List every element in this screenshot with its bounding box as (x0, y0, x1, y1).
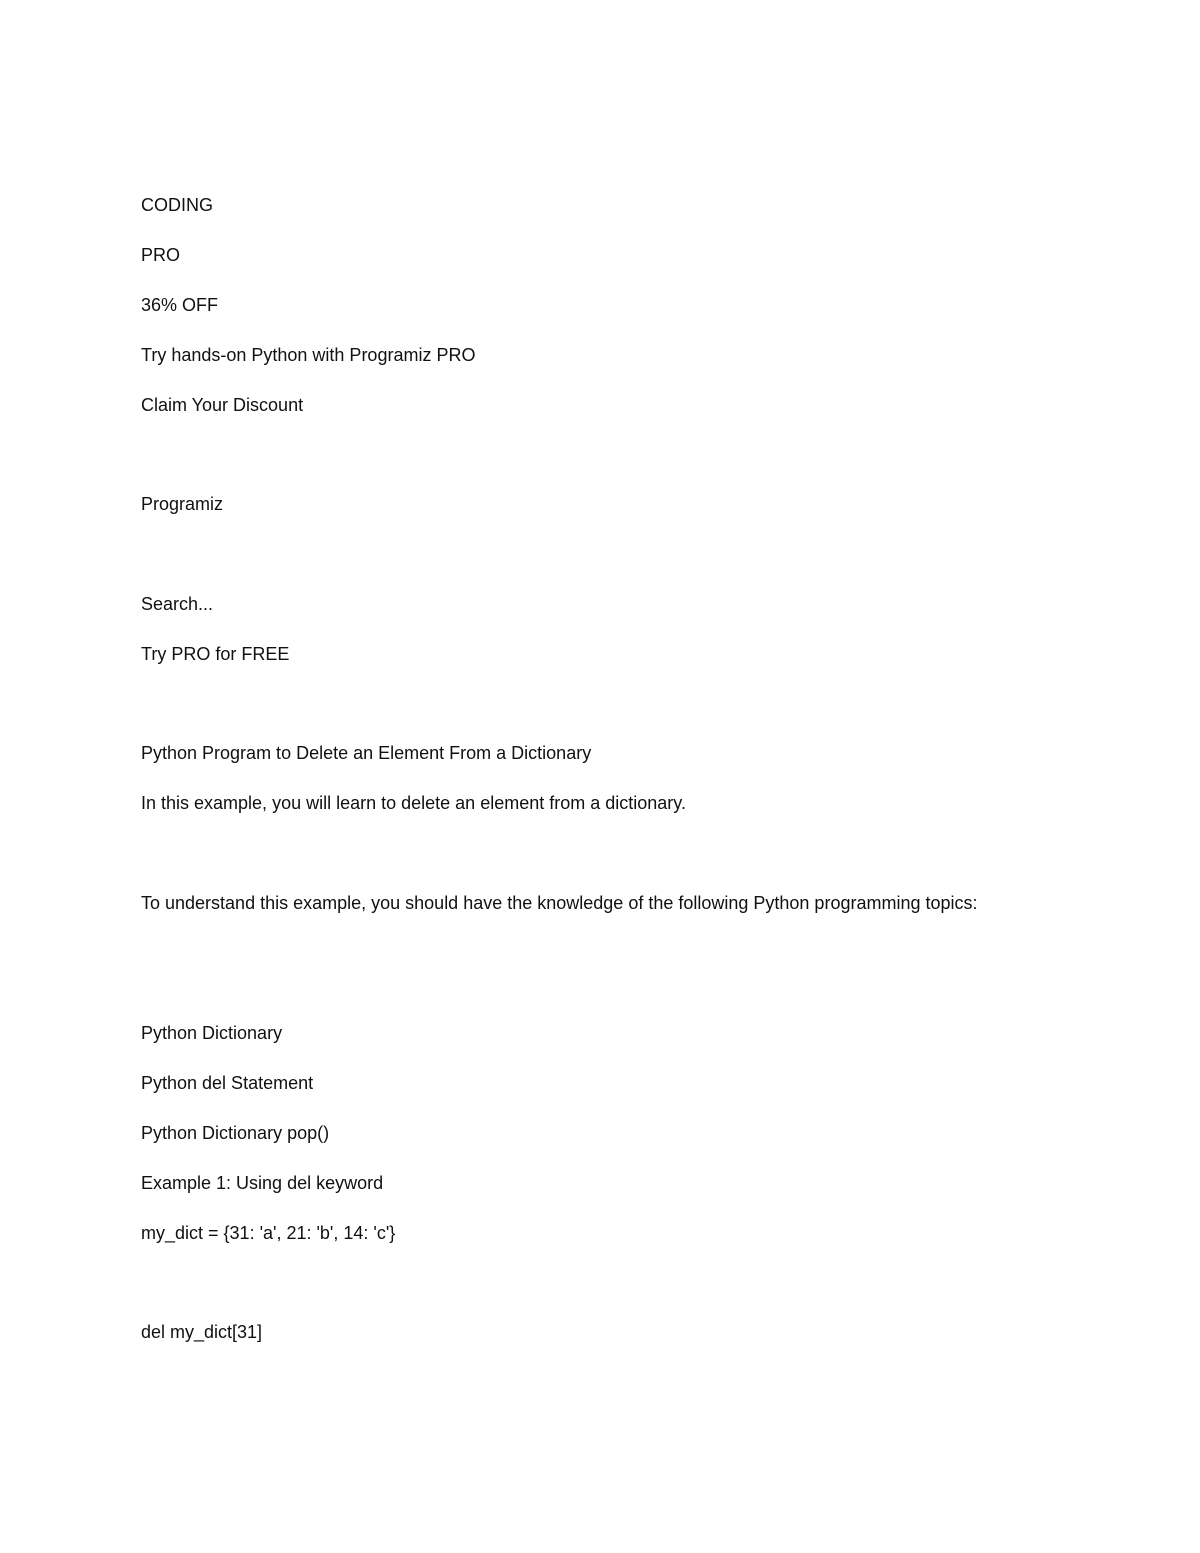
text-claim-discount: Claim Your Discount (141, 395, 304, 415)
topic-python-dictionary-pop: Python Dictionary pop() (141, 1123, 330, 1143)
text-discount-percent: 36% OFF (141, 295, 219, 315)
code-line-del: del my_dict[31] (141, 1322, 263, 1342)
article-title: Python Program to Delete an Element From a Dictionary (141, 743, 592, 763)
text-programiz: Programiz (141, 494, 224, 514)
text-search: Search... (141, 594, 214, 614)
topic-python-del-statement: Python del Statement (141, 1073, 314, 1093)
example-heading: Example 1: Using del keyword (141, 1173, 384, 1193)
text-try-pro-free: Try PRO for FREE (141, 644, 290, 664)
text-coding: CODING (141, 195, 213, 215)
article-intro: In this example, you will learn to delete an element from a dictionary. (141, 793, 686, 813)
code-line-dict: my_dict = {31: 'a', 21: 'b', 14: 'c'} (141, 1223, 396, 1243)
text-try-hands-on: Try hands-on Python with Programiz PRO (141, 345, 476, 365)
text-pro: PRO (141, 245, 181, 265)
topic-python-dictionary: Python Dictionary (141, 1023, 283, 1043)
prerequisites-text: To understand this example, you should have the knowledge of the following Python programming topics: (141, 893, 978, 913)
